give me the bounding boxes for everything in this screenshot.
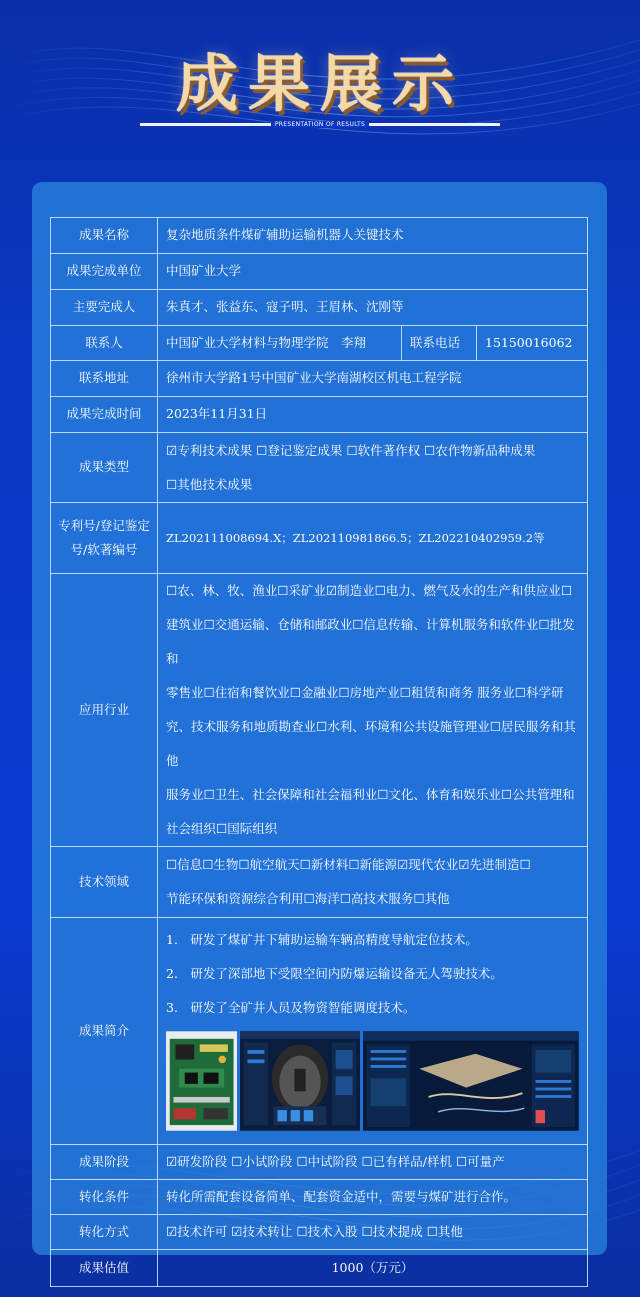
value-type bbox=[158, 433, 588, 503]
industry-line-1: ☐农、林、牧、渔业☐采矿业☑制造业☐电力、燃气及水的生产和供应业☐ bbox=[166, 583, 573, 598]
label-type: 成果类型 bbox=[51, 433, 158, 503]
row-mode bbox=[51, 1215, 588, 1250]
label-phone: 联系电话 bbox=[402, 326, 477, 361]
results-table bbox=[50, 217, 588, 1287]
value-condition: 转化所需配套设备简单、配套资金适中，需要与煤矿进行合作。 bbox=[158, 1180, 588, 1215]
summary-item-3: 3. 研发了全矿井人员及物资智能调度技术。 bbox=[166, 1000, 416, 1015]
row-summary bbox=[51, 918, 588, 1145]
row-patent bbox=[51, 503, 588, 574]
industry-line-3: 零售业☐住宿和餐饮业☐金融业☐房地产业☐租赁和商务 服务业☐科学研 bbox=[166, 685, 564, 700]
tech-options-line2: 节能环保和资源综合利用☐海洋☐高技术服务☐其他 bbox=[166, 891, 450, 906]
value-valuation: 1000（万元） bbox=[158, 1250, 588, 1287]
label-people: 主要完成人 bbox=[51, 290, 158, 326]
monitoring-screen-image bbox=[240, 1028, 360, 1134]
label-stage: 成果阶段 bbox=[51, 1145, 158, 1180]
value-people: 朱真才、张益东、寇子明、王眉林、沈刚等 bbox=[158, 290, 588, 326]
label-patent: 专利号/登记鉴定号/软著编号 bbox=[51, 503, 158, 574]
circuit-board-image bbox=[166, 1028, 237, 1134]
value-mode: ☑技术许可 ☑技术转让 ☐技术入股 ☐技术提成 ☐其他 bbox=[158, 1215, 588, 1250]
page-subtitle: PRESENTATION OF RESULTS bbox=[0, 121, 640, 128]
value-address: 徐州市大学路1号中国矿业大学南湖校区机电工程学院 bbox=[158, 361, 588, 397]
value-patent: ZL202111008694.X；ZL202110981866.5；ZL202210402959.2等 bbox=[158, 503, 588, 574]
value-tech bbox=[158, 847, 588, 918]
row-contact bbox=[51, 326, 588, 361]
label-industry: 应用行业 bbox=[51, 574, 158, 847]
value-name: 复杂地质条件煤矿辅助运输机器人关键技术 bbox=[158, 218, 588, 254]
value-phone: 15150016062 bbox=[477, 326, 588, 361]
value-industry bbox=[158, 574, 588, 847]
summary-images bbox=[166, 1026, 579, 1144]
mine-dispatch-map-image bbox=[363, 1028, 579, 1134]
type-options-line1: ☑专利技术成果 ☐登记鉴定成果 ☐软件著作权 ☐农作物新品种成果 bbox=[166, 442, 536, 458]
row-valuation bbox=[51, 1250, 588, 1287]
summary-item-2: 2. 研发了深部地下受限空间内防爆运输设备无人驾驶技术。 bbox=[166, 966, 503, 981]
value-contact: 中国矿业大学材料与物理学院 李翔 bbox=[158, 326, 402, 361]
label-mode: 转化方式 bbox=[51, 1215, 158, 1250]
label-time: 成果完成时间 bbox=[51, 397, 158, 433]
label-summary: 成果简介 bbox=[51, 918, 158, 1145]
industry-line-2: 建筑业☐交通运输、仓储和邮政业☐信息传输、计算机服务和软件业☐批发和 bbox=[166, 617, 575, 666]
label-contact: 联系人 bbox=[51, 326, 158, 361]
type-options-line2: ☐其他技术成果 bbox=[166, 476, 253, 492]
row-stage bbox=[51, 1145, 588, 1180]
label-tech: 技术领域 bbox=[51, 847, 158, 918]
label-valuation: 成果估值 bbox=[51, 1250, 158, 1287]
value-unit: 中国矿业大学 bbox=[158, 254, 588, 290]
row-people bbox=[51, 290, 588, 326]
industry-line-4: 究、技术服务和地质勘查业☐水利、环境和公共设施管理业☐居民服务和其他 bbox=[166, 719, 576, 768]
value-time: 2023年11月31日 bbox=[158, 397, 588, 433]
row-unit bbox=[51, 254, 588, 290]
header bbox=[0, 0, 640, 150]
summary-item-1: 1. 研发了煤矿井下辅助运输车辆高精度导航定位技术。 bbox=[166, 932, 478, 947]
industry-line-5: 服务业☐卫生、社会保障和社会福利业☐文化、体育和娱乐业☐公共管理和 bbox=[166, 787, 575, 802]
row-type bbox=[51, 433, 588, 503]
row-time bbox=[51, 397, 588, 433]
value-stage: ☑研发阶段 ☐小试阶段 ☐中试阶段 ☐已有样品/样机 ☐可量产 bbox=[158, 1145, 588, 1180]
label-address: 联系地址 bbox=[51, 361, 158, 397]
label-name: 成果名称 bbox=[51, 218, 158, 254]
row-name bbox=[51, 218, 588, 254]
label-unit: 成果完成单位 bbox=[51, 254, 158, 290]
row-address bbox=[51, 361, 588, 397]
row-industry bbox=[51, 574, 588, 847]
tech-options-line1: ☐信息☐生物☐航空航天☐新材料☐新能源☑现代农业☑先进制造☐ bbox=[166, 857, 531, 872]
row-condition bbox=[51, 1180, 588, 1215]
label-condition: 转化条件 bbox=[51, 1180, 158, 1215]
industry-line-6: 社会组织☐国际组织 bbox=[166, 821, 278, 836]
value-summary bbox=[158, 918, 588, 1145]
row-tech bbox=[51, 847, 588, 918]
page-title: 成果展示 bbox=[175, 47, 464, 120]
